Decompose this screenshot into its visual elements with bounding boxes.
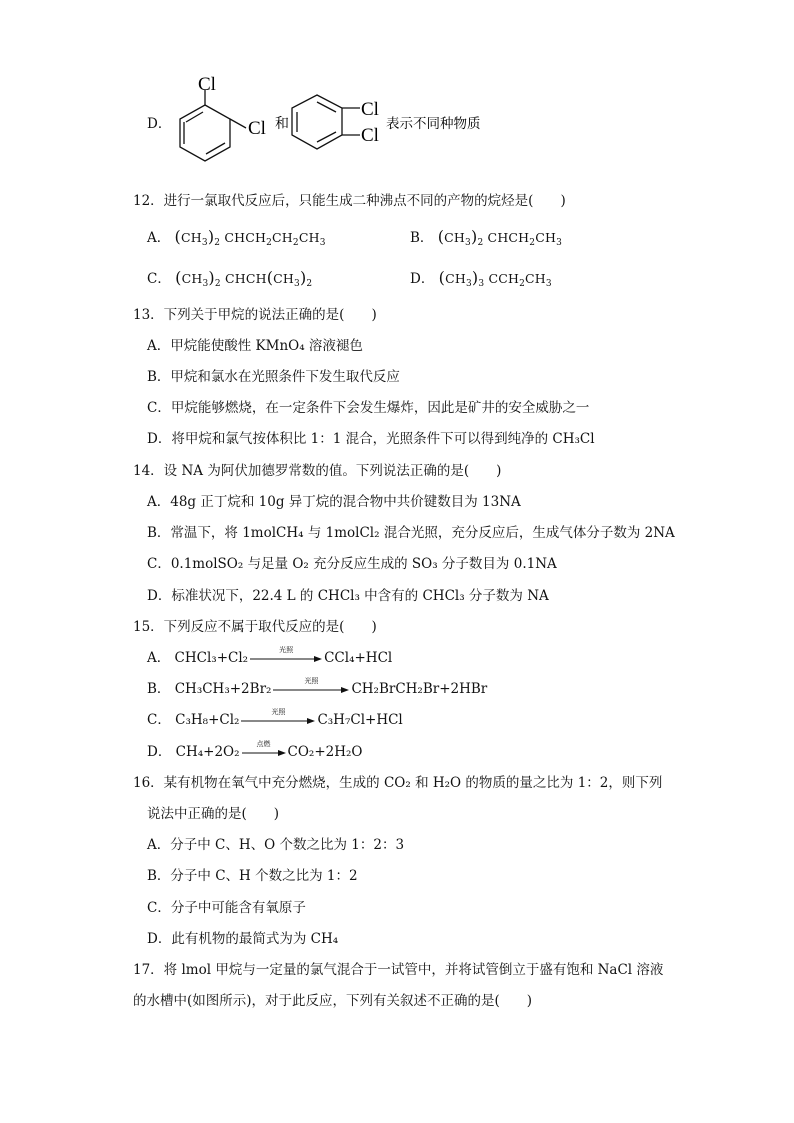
q15-a-products: CCl₄+HCl [324,650,393,666]
q15-b-reactants: CH₃CH₃+2Br₂ [174,681,272,697]
q17-stem-line1: 17．将 lmol 甲烷与一定量的氯气混合于一试管中，并将试管倒立于盛有饱和 NaCl 溶液 [133,962,664,978]
condition-ignite: 点燃 [256,739,271,748]
benzene-ring-2 [292,95,360,149]
q11-option-d-label: D． [147,116,172,132]
cl-label-2: Cl [248,118,266,139]
reaction-arrow [241,707,315,725]
q15-d-reactants: CH₄+2O₂ [175,744,240,760]
q12-a-label: A． [147,230,171,246]
q13-option-d: D．将甲烷和氯气按体积比 1：1 混合，光照条件下可以得到纯净的 CH₃Cl [147,431,595,447]
q13-option-b: B．甲烷和氯水在光照条件下发生取代反应 [147,369,400,385]
q15-option-a [147,645,393,668]
q12-option-c [147,268,312,289]
q12-b-label: B． [410,230,434,246]
q13-option-c: C．甲烷能够燃烧，在一定条件下会发生爆炸，因此是矿井的安全威胁之一 [147,400,590,416]
q14-option-a: A．48g 正丁烷和 10g 异丁烷的混合物中共价键数目为 13NA [147,494,521,510]
q15-option-d [147,739,363,762]
q14-option-b: B．常温下，将 1molCH₄ 与 1molCl₂ 混合光照，充分反应后，生成气体分子数为 2NA [147,525,675,541]
q12-b-formula: $(CH_3)_2$ $CHCH_2CH_3$ [437,227,563,248]
q15-b-label: B． [147,681,171,697]
different-substance-text: 表示不同种物质 [386,116,481,132]
q15-a-reactants: CHCl₃+Cl₂ [174,650,249,666]
cl-label-1: Cl [198,74,216,95]
q15-stem: 15．下列反应不属于取代反应的是( ) [133,619,377,635]
dichlorobenzene-structures [170,70,530,180]
q12-option-a [147,227,326,248]
q15-b-products: CH₂BrCH₂Br+2HBr [351,681,488,697]
condition-light: 光照 [304,676,319,685]
q16-stem-line2: 说法中正确的是( ) [147,806,280,822]
reaction-arrow [242,739,286,757]
q12-d-formula: $(CH_3)_3$ $CCH_2CH_3$ [438,268,552,289]
q12-option-b [410,227,562,248]
cl-label-3: Cl [361,99,379,120]
q12-d-label: D． [410,271,435,287]
q12-a-formula: $(CH_3)_2$ $CHCH_2CH_2CH_3$ [174,227,326,248]
q12-stem: 12．进行一氯取代反应后，只能生成二种沸点不同的产物的烷烃是( ) [133,193,566,209]
q14-option-d: D．标准状况下，22.4 L 的 CHCl₃ 中含有的 CHCl₃ 分子数为 NA [147,588,549,604]
reaction-arrow [273,676,349,694]
q16-option-b: B．分子中 C、H 个数之比为 1：2 [147,868,358,884]
q12-c-label: C． [147,271,171,287]
q12-option-d [410,268,552,289]
benzene-ring-1 [180,90,246,161]
q15-c-label: C． [147,712,171,728]
q12-c-formula: $(CH_3)_2$ $CHCH(CH_3)_2$ [175,268,313,289]
q15-c-products: C₃H₇Cl+HCl [317,712,403,728]
q16-option-a: A．分子中 C、H、O 个数之比为 1：2：3 [147,837,405,853]
q13-option-a: A．甲烷能使酸性 KMnO₄ 溶液褪色 [147,338,363,354]
q15-a-label: A． [147,650,171,666]
q13-stem: 13．下列关于甲烷的说法正确的是( ) [133,307,377,323]
q15-c-reactants: C₃H₈+Cl₂ [175,712,240,728]
q16-stem-line1: 16．某有机物在氧气中充分燃烧，生成的 CO₂ 和 H₂O 的物质的量之比为 1：2，则下列 [133,775,663,791]
reaction-arrow [250,645,322,663]
q14-stem: 14．设 NA 为阿伏加德罗常数的值。下列说法正确的是( ) [133,463,502,479]
q16-option-c: C．分子中可能含有氧原子 [147,900,306,916]
condition-light: 光照 [271,707,286,716]
q15-d-label: D． [147,744,172,760]
q16-option-d: D．此有机物的最简式为为 CH₄ [147,931,339,947]
q14-option-c: C．0.1molSO₂ 与足量 O₂ 充分反应生成的 SO₃ 分子数目为 0.1NA [147,556,557,572]
q15-option-b [147,676,488,699]
q15-d-products: CO₂+2H₂O [287,744,363,760]
and-text: 和 [275,116,289,132]
condition-light: 光照 [279,645,294,654]
q17-stem-line2: 的水槽中(如图所示)，对于此反应，下列有关叙述不正确的是( ) [133,993,533,1009]
cl-label-4: Cl [361,125,379,146]
q15-option-c [147,707,403,730]
